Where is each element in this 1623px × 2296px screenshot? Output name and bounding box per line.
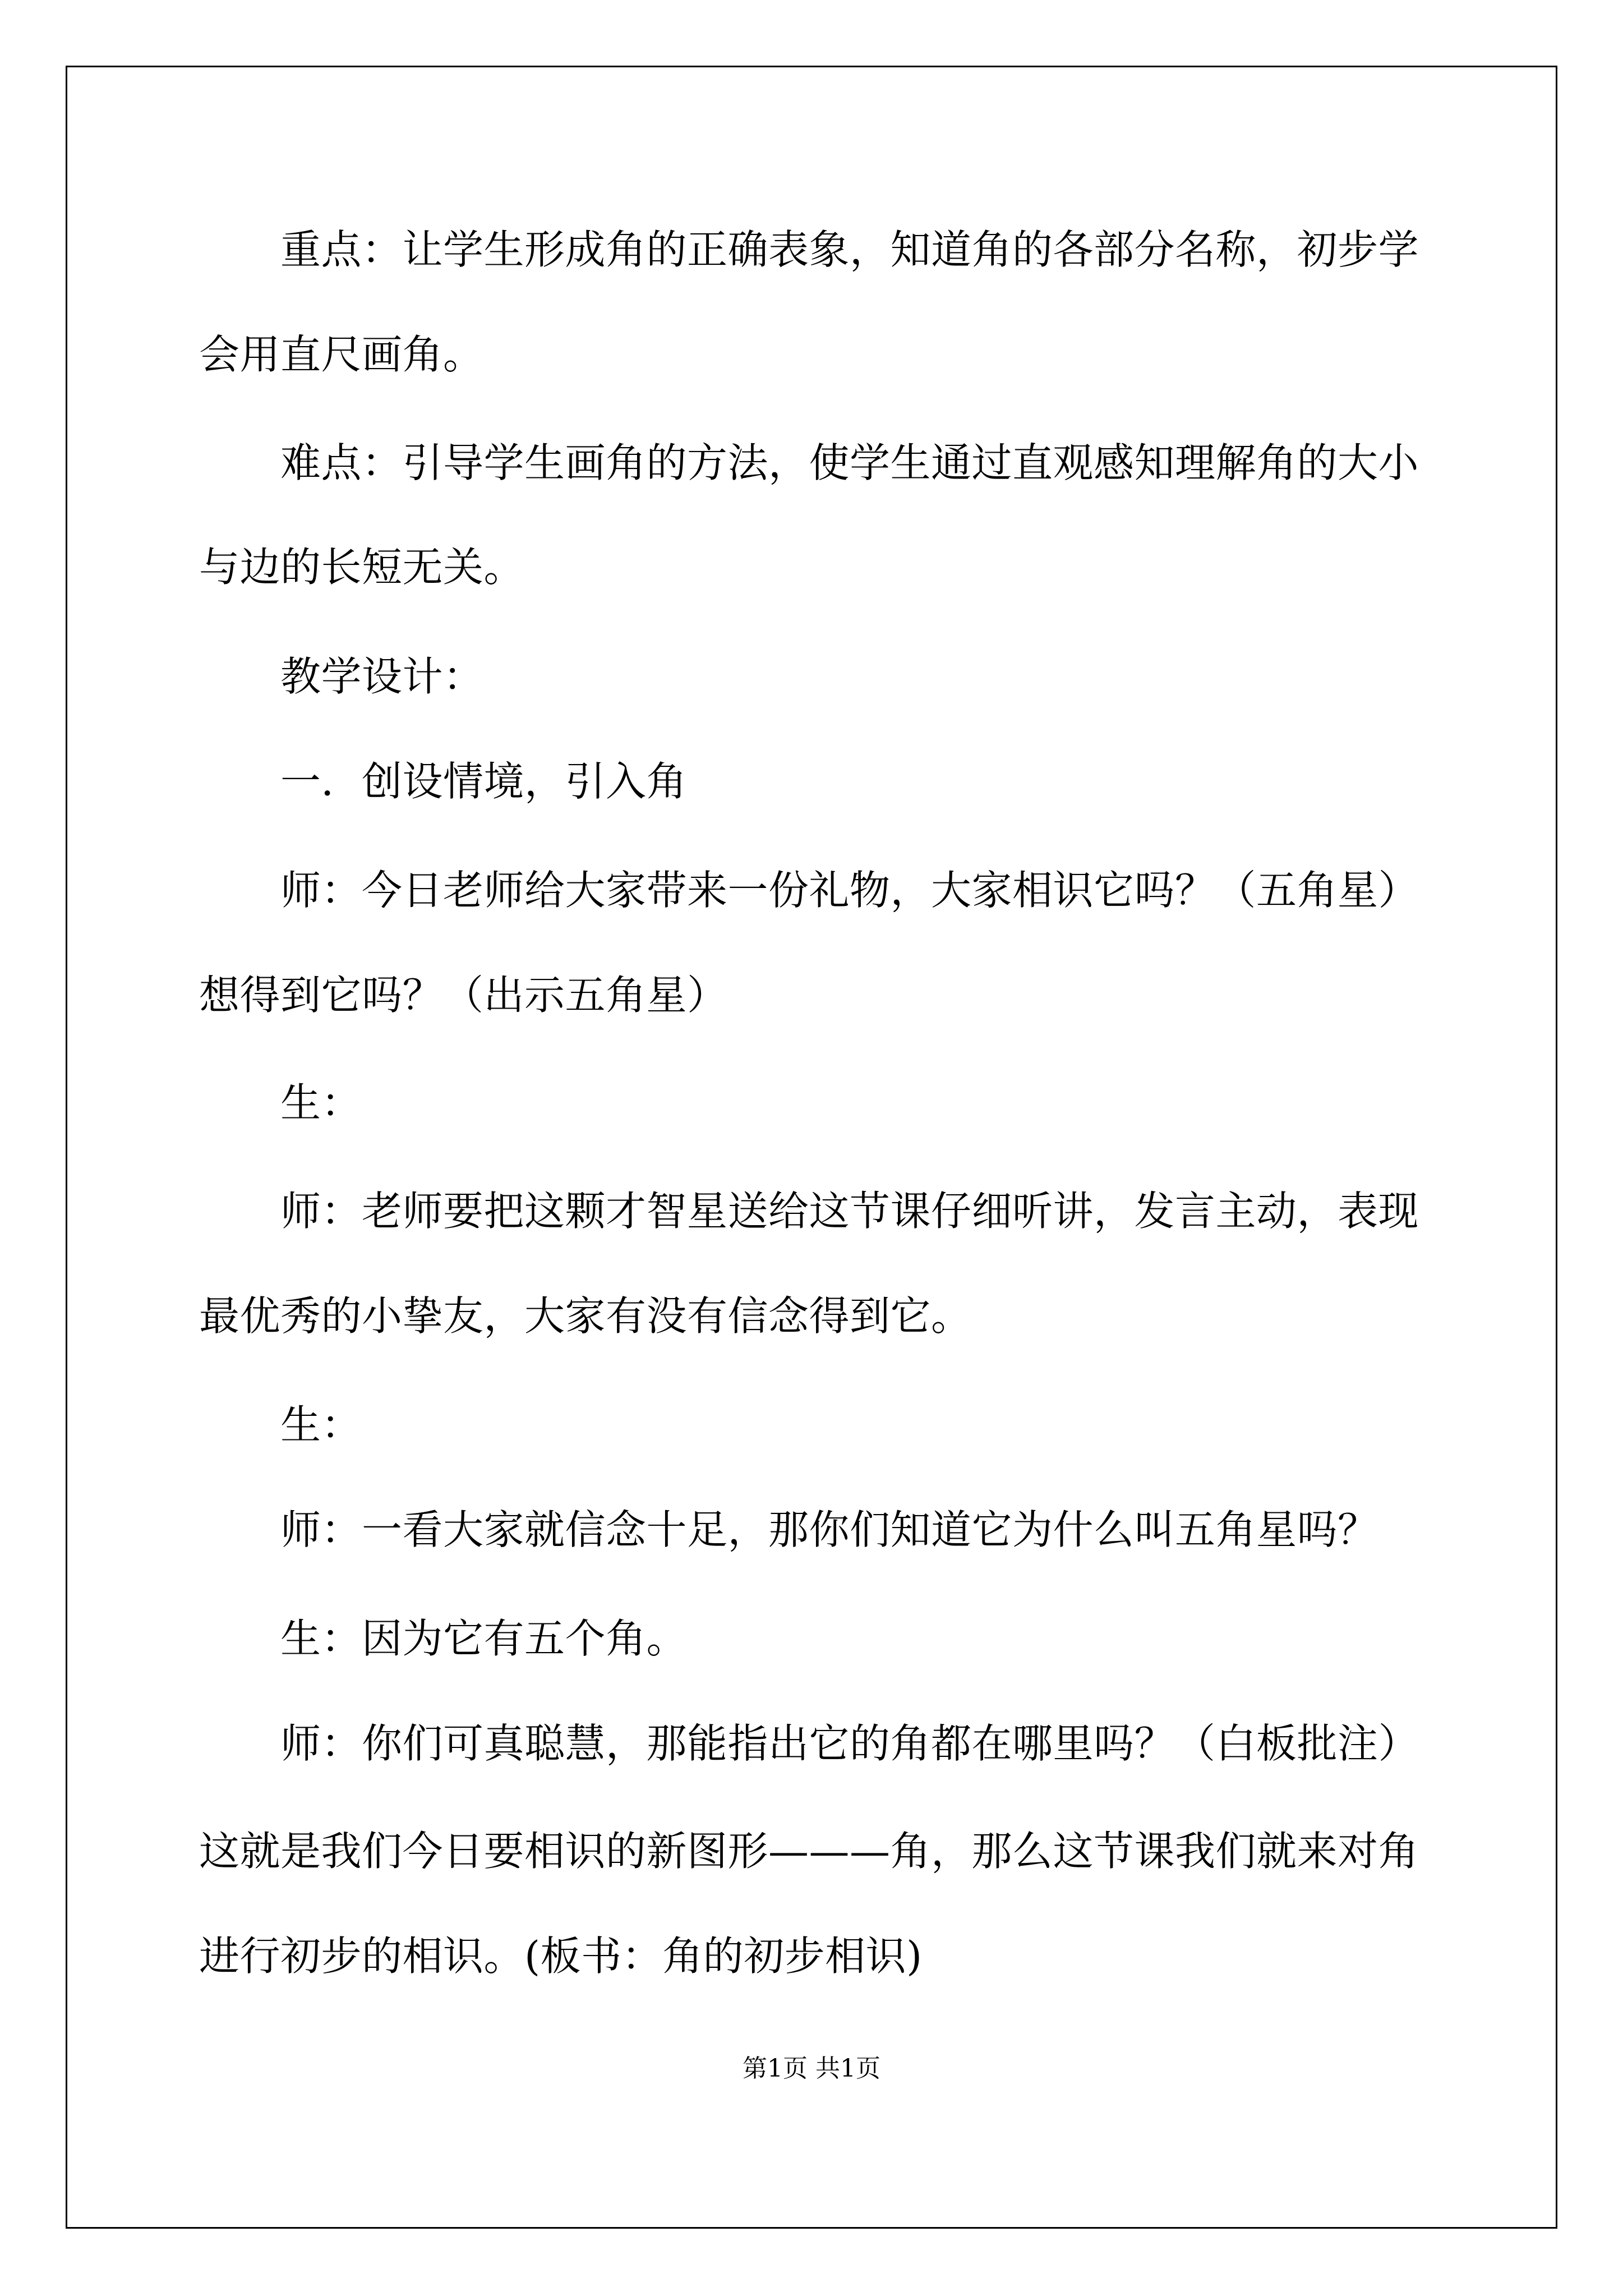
text-line-5: 教学设计： [280, 653, 484, 700]
text-line-8: 想得到它吗？（出示五角星） [199, 972, 728, 1019]
page-number-footer: 第1页 共1页 [743, 2054, 880, 2083]
text-line-1: 重点：让学生形成角的正确表象，知道角的各部分名称，初步学 [280, 226, 1419, 273]
text-line-10: 师：老师要把这颗才智星送给这节课仔细听讲，发言主动，表现 [280, 1188, 1419, 1235]
text-line-6: 一．创设情境，引入角 [280, 758, 688, 805]
text-line-11: 最优秀的小挚友，大家有没有信念得到它。 [199, 1292, 972, 1340]
text-line-15: 师：你们可真聪慧，那能指出它的角都在哪里吗？（白板批注） [280, 1720, 1419, 1767]
text-line-4: 与边的长短无关。 [199, 544, 525, 591]
text-line-17: 进行初步的相识。(板书：角的初步相识) [199, 1932, 923, 1980]
text-line-9: 生： [280, 1079, 362, 1126]
text-line-7: 师：今日老师给大家带来一份礼物，大家相识它吗？（五角星） [280, 867, 1419, 914]
text-line-3: 难点：引导学生画角的方法，使学生通过直观感知理解角的大小 [280, 439, 1419, 486]
text-line-12: 生： [280, 1401, 362, 1448]
text-line-2: 会用直尺画角。 [199, 331, 484, 378]
text-line-16: 这就是我们今日要相识的新图形———角，那么这节课我们就来对角 [199, 1828, 1419, 1875]
text-line-13: 师：一看大家就信念十足，那你们知道它为什么叫五角星吗？ [280, 1506, 1378, 1553]
text-line-14: 生：因为它有五个角。 [280, 1615, 688, 1662]
page-border [66, 66, 1557, 2229]
